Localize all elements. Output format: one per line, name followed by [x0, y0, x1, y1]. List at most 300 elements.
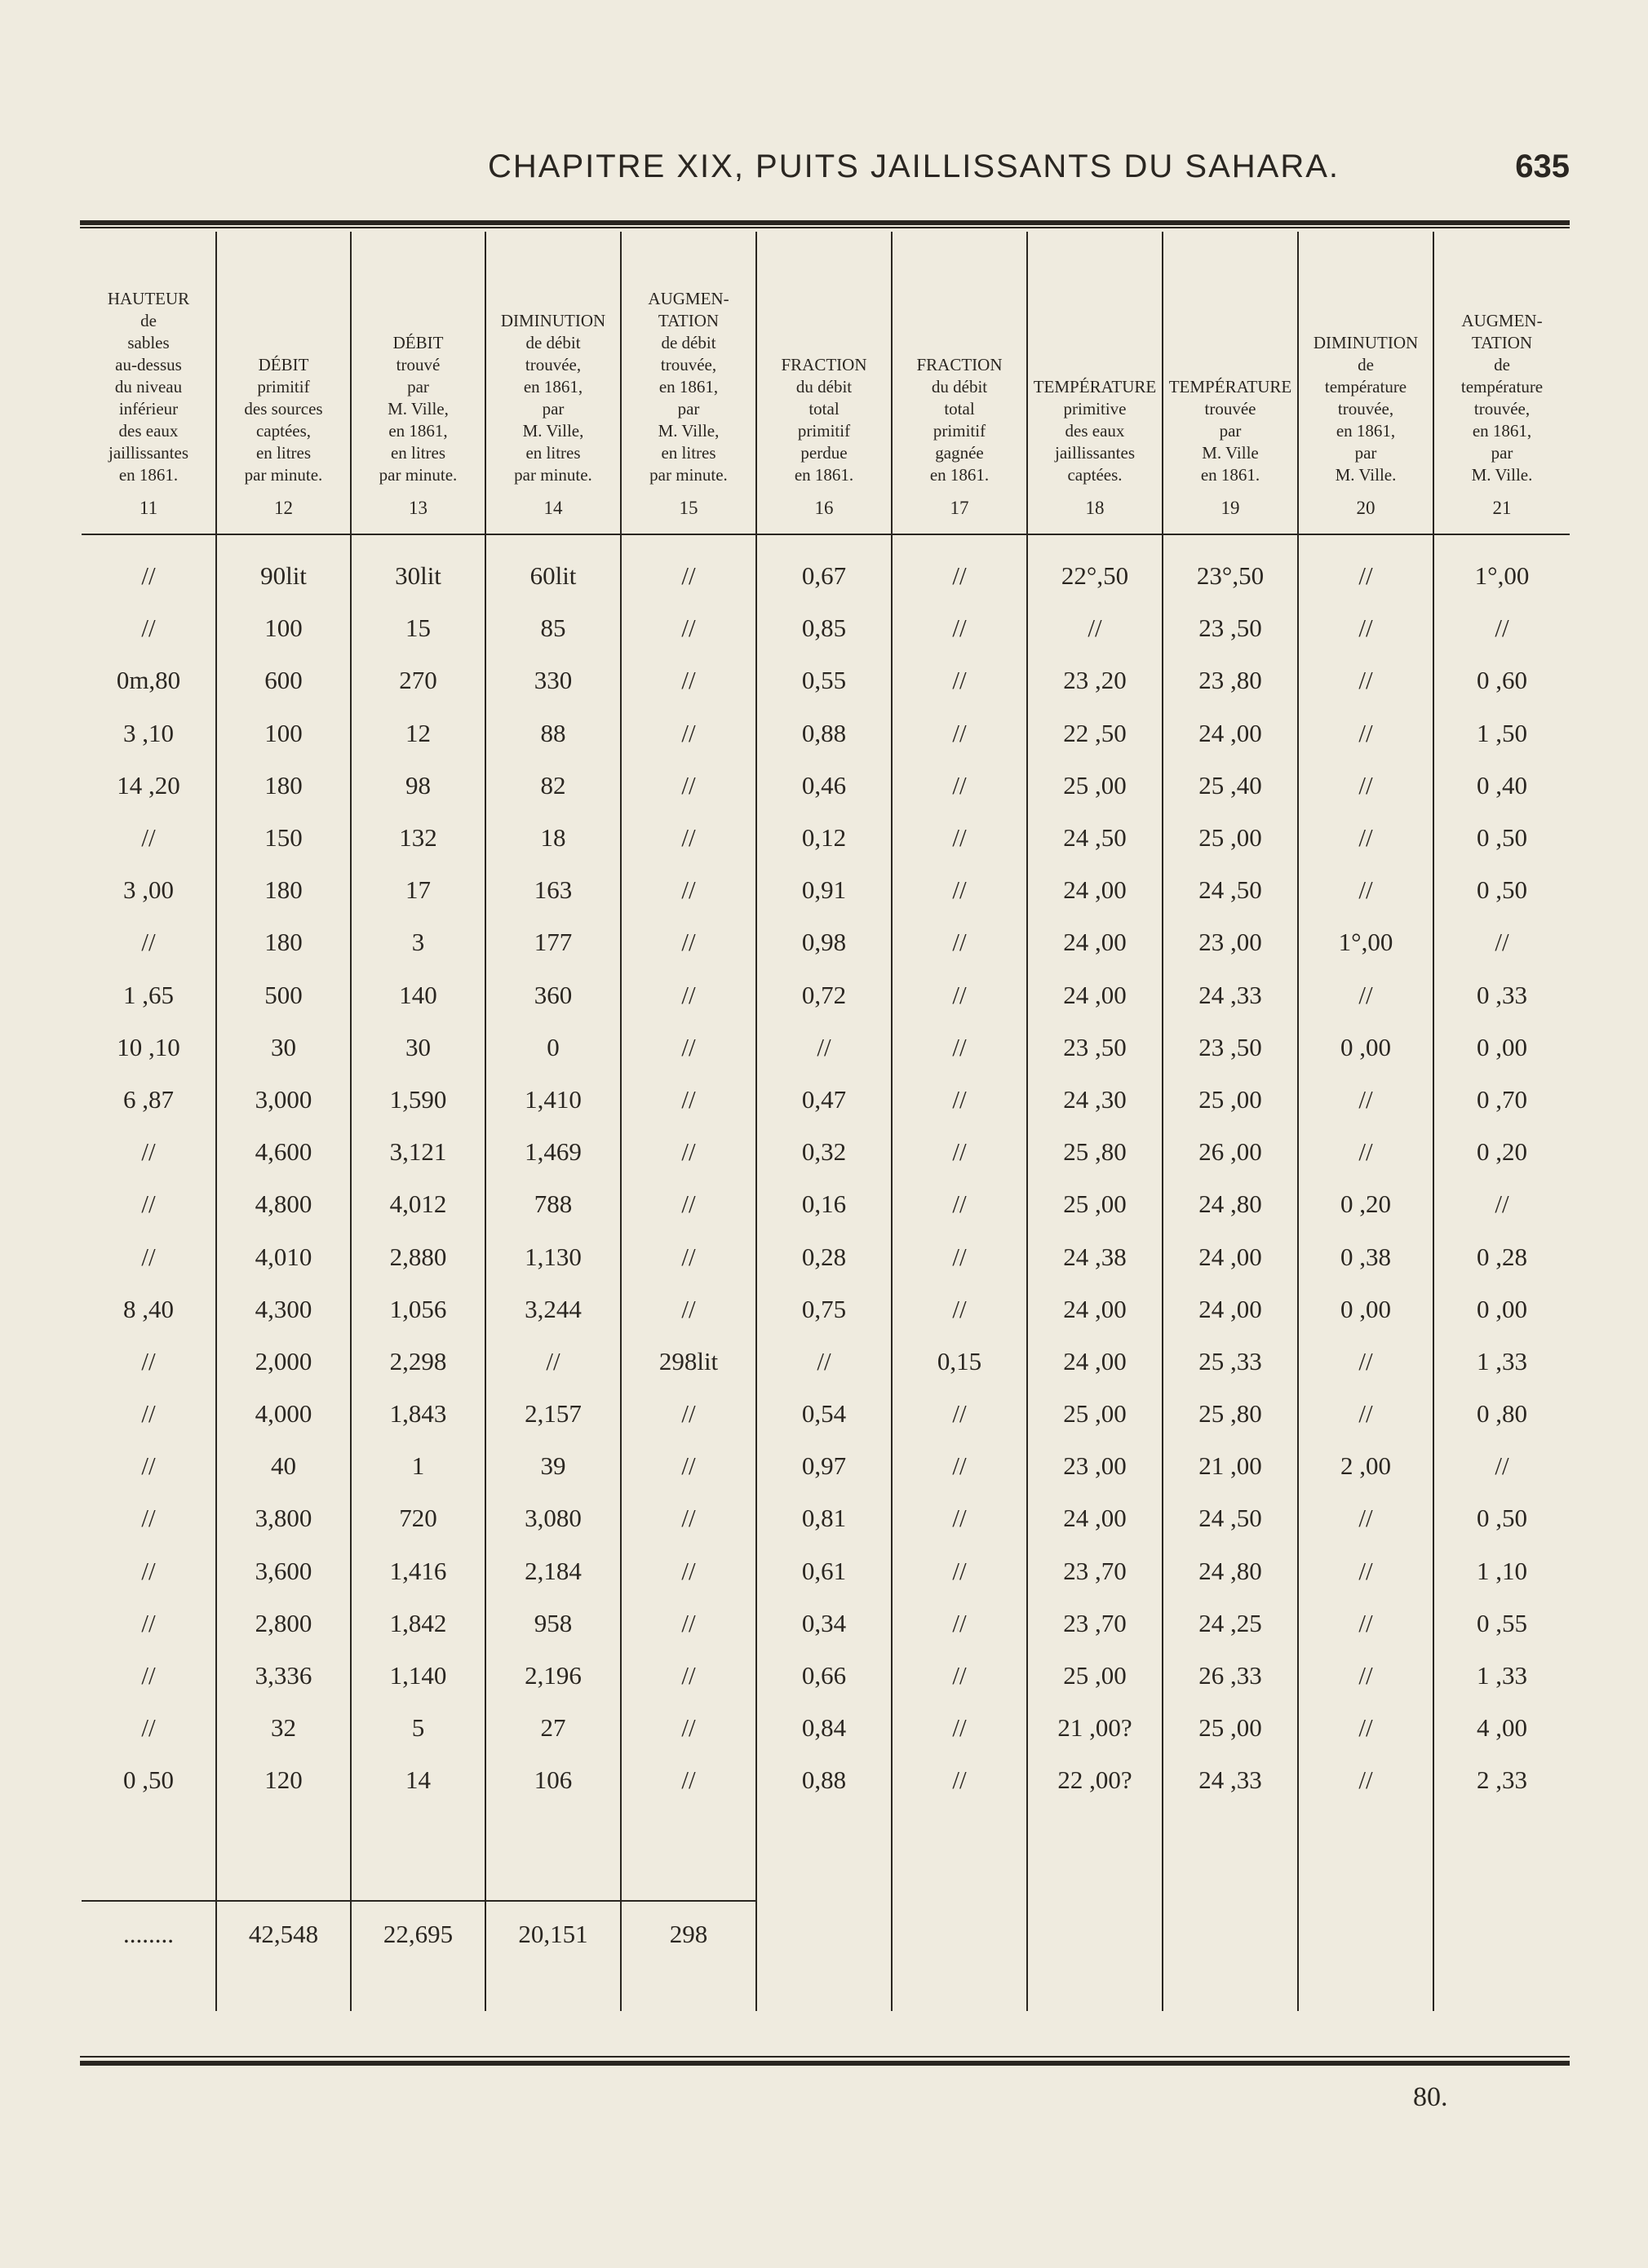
table-cell: // [1298, 602, 1433, 654]
table-cell: 2 ,00 [1298, 1440, 1433, 1492]
table-cell: 23 ,70 [1027, 1545, 1163, 1597]
table-row [82, 812, 1570, 864]
table-cell: // [621, 1126, 756, 1178]
table-cell: // [892, 1388, 1027, 1440]
table-cell: 24 ,00 [1027, 969, 1163, 1021]
table-cell: // [1298, 864, 1433, 916]
table-cell: // [621, 969, 756, 1021]
table-cell: 0,88 [756, 1754, 892, 1806]
table-cell: 0,47 [756, 1074, 892, 1126]
table-cell: // [621, 707, 756, 760]
table-cell: 24 ,33 [1163, 1754, 1298, 1806]
table-cell: 2 ,33 [1433, 1754, 1570, 1806]
table-cell: // [485, 1336, 621, 1388]
table-cell: // [621, 1440, 756, 1492]
table-cell: // [1433, 1178, 1570, 1230]
table-cell: // [892, 1074, 1027, 1126]
table-cell: 1,140 [351, 1650, 485, 1702]
table-cell: 100 [216, 602, 351, 654]
table-cell: // [892, 969, 1027, 1021]
table-row [82, 1388, 1570, 1440]
table-cell: 1°,00 [1433, 550, 1570, 602]
empty-cell [756, 1901, 892, 2011]
table-cell: 6 ,87 [123, 1084, 174, 1114]
table-cell: // [1298, 1650, 1433, 1702]
table-cell: // [621, 550, 756, 602]
table-cell: 88 [485, 707, 621, 760]
table-cell: 24 ,00 [1163, 1283, 1298, 1336]
table-cell: 27 [485, 1702, 621, 1754]
table-cell: // [1433, 916, 1570, 968]
table-cell: 0,97 [756, 1440, 892, 1492]
table-cell: 4,010 [216, 1230, 351, 1282]
table-cell: // [1298, 1545, 1433, 1597]
column-header: DÉBIT trouvé par M. Ville, en 1861, en litres par minute. 13 [351, 232, 485, 534]
header-row [82, 232, 1570, 534]
table-cell: 0 ,80 [1433, 1388, 1570, 1440]
table-cell: // [621, 1754, 756, 1806]
total-cell: 20,151 [485, 1901, 621, 2011]
table-row [82, 1492, 1570, 1544]
table-cell: 0,28 [756, 1230, 892, 1282]
table-cell: 30 [216, 1021, 351, 1074]
table-row [82, 1597, 1570, 1650]
table-cell: 5 [351, 1702, 485, 1754]
table-cell: 0 ,70 [1433, 1074, 1570, 1126]
table-cell: 298lit [621, 1336, 756, 1388]
bottom-rule [80, 2061, 1570, 2066]
table-cell: 2,298 [351, 1336, 485, 1388]
top-rule [80, 220, 1570, 225]
table-cell: 0 ,28 [1433, 1230, 1570, 1282]
table-cell: 600 [216, 654, 351, 707]
table-cell: 3,000 [216, 1074, 351, 1126]
table-cell: 1 ,33 [1433, 1650, 1570, 1702]
column-header: DÉBIT primitif des sources captées, en litres par minute. 12 [216, 232, 351, 534]
table-cell: 17 [351, 864, 485, 916]
table-cell: 3,121 [351, 1126, 485, 1178]
table-cell: 21 ,00? [1027, 1702, 1163, 1754]
table-row [82, 969, 1570, 1021]
table-cell: 23°,50 [1163, 550, 1298, 602]
table-cell: // [621, 812, 756, 864]
table-cell: 4,000 [216, 1388, 351, 1440]
table-cell: 25 ,00 [1027, 1388, 1163, 1440]
table-cell: // [756, 1021, 892, 1074]
table-cell: 2,196 [485, 1650, 621, 1702]
table-cell: 0,88 [756, 707, 892, 760]
table-cell: 0,34 [756, 1597, 892, 1650]
table-cell: // [621, 602, 756, 654]
column-header: DIMINUTION de température trouvée, en 1861, par M. Ville. 20 [1298, 232, 1433, 534]
table-cell: // [892, 1230, 1027, 1282]
table-cell: 24 ,80 [1163, 1178, 1298, 1230]
table-cell: // [621, 760, 756, 812]
table-cell: 21 ,00 [1163, 1440, 1298, 1492]
table-cell: 26 ,33 [1163, 1650, 1298, 1702]
table-cell: 270 [351, 654, 485, 707]
table-cell: 1,469 [485, 1126, 621, 1178]
table-cell: 60lit [485, 550, 621, 602]
table-cell: 4 ,00 [1433, 1702, 1570, 1754]
table-cell: 1,410 [485, 1074, 621, 1126]
table-cell: 24 ,50 [1163, 864, 1298, 916]
empty-cell [1163, 1901, 1298, 2011]
table-cell: 23 ,20 [1027, 654, 1163, 707]
column-header: AUGMEN- TATION de débit trouvée, en 1861, par M. Ville, en litres par minute. 15 [621, 232, 756, 534]
table-cell: // [892, 602, 1027, 654]
table-cell: 0,32 [756, 1126, 892, 1178]
table-cell: // [1027, 602, 1163, 654]
table-row [82, 1126, 1570, 1178]
table-cell: 1,842 [351, 1597, 485, 1650]
table-row [82, 654, 1570, 707]
table-cell: 0 [485, 1021, 621, 1074]
table-cell: 0,72 [756, 969, 892, 1021]
table-cell: // [756, 1336, 892, 1388]
table-cell: 0 ,00 [1433, 1283, 1570, 1336]
total-cell: 298 [621, 1901, 756, 2011]
table-cell: 30 [351, 1021, 485, 1074]
table-cell: // [141, 1399, 156, 1429]
table-cell: // [141, 1608, 156, 1637]
table-cell: 23 ,50 [1027, 1021, 1163, 1074]
table-cell: 1,843 [351, 1388, 485, 1440]
column-header: DIMINUTION de débit trouvée, en 1861, par M. Ville, en litres par minute. 14 [485, 232, 621, 534]
table-cell: 24 ,00 [1163, 1230, 1298, 1282]
table-row [82, 864, 1570, 916]
table-cell: 0 ,55 [1433, 1597, 1570, 1650]
table-cell: 23 ,70 [1027, 1597, 1163, 1650]
column-header: TEMPÉRATURE primitive des eaux jaillissantes captées. 18 [1027, 232, 1163, 534]
table-cell: // [141, 1504, 156, 1533]
table-cell: 24 ,00 [1027, 864, 1163, 916]
table-row [82, 1021, 1570, 1074]
table-cell: 25 ,40 [1163, 760, 1298, 812]
total-cell: 22,695 [351, 1901, 485, 2011]
table-row [82, 1230, 1570, 1282]
table-cell: // [1433, 602, 1570, 654]
table-cell: 22 ,00? [1027, 1754, 1163, 1806]
table-cell: 180 [216, 864, 351, 916]
table-cell: 0 ,50 [1433, 1492, 1570, 1544]
table-cell: 4,600 [216, 1126, 351, 1178]
table-cell: // [621, 916, 756, 968]
table-cell: 163 [485, 864, 621, 916]
table-cell: 177 [485, 916, 621, 968]
table-cell: 4,012 [351, 1178, 485, 1230]
table-cell: 25 ,80 [1027, 1126, 1163, 1178]
table-cell: 0m,80 [116, 666, 181, 695]
table-cell: 1 ,50 [1433, 707, 1570, 760]
table-cell: 1 ,10 [1433, 1545, 1570, 1597]
table-cell: // [892, 760, 1027, 812]
table-row [82, 1178, 1570, 1230]
table-cell: 3,244 [485, 1283, 621, 1336]
table-cell: // [892, 550, 1027, 602]
table-cell: 39 [485, 1440, 621, 1492]
table-cell: 360 [485, 969, 621, 1021]
table-cell: 32 [216, 1702, 351, 1754]
table-cell: // [1298, 1074, 1433, 1126]
table-cell: // [892, 864, 1027, 916]
table-cell: 0 ,50 [123, 1765, 174, 1795]
table-cell: 2,157 [485, 1388, 621, 1440]
table-cell: 25 ,00 [1027, 760, 1163, 812]
table-cell: 180 [216, 916, 351, 968]
table-cell: 24 ,00 [1027, 1336, 1163, 1388]
wells-table [82, 232, 1570, 2011]
table-cell: 0,75 [756, 1283, 892, 1336]
table-cell: 3,080 [485, 1492, 621, 1544]
table-cell: 1,056 [351, 1283, 485, 1336]
table-cell: 3,600 [216, 1545, 351, 1597]
table-cell: 25 ,00 [1027, 1178, 1163, 1230]
table-cell: 0 ,50 [1433, 864, 1570, 916]
table-cell: 30lit [351, 550, 485, 602]
table-row [82, 602, 1570, 654]
table-cell: // [621, 864, 756, 916]
table-cell: 0,98 [756, 916, 892, 968]
table-cell: 0 ,60 [1433, 654, 1570, 707]
table-cell: 24 ,80 [1163, 1545, 1298, 1597]
table-cell: 4,800 [216, 1178, 351, 1230]
table-cell: 0 ,40 [1433, 760, 1570, 812]
table-cell: 98 [351, 760, 485, 812]
table-cell: // [892, 1545, 1027, 1597]
running-header [488, 148, 1570, 197]
table-cell: 100 [216, 707, 351, 760]
table-cell: 0,15 [892, 1336, 1027, 1388]
table-cell: // [621, 1388, 756, 1440]
signature-mark: 80. [1413, 2082, 1448, 2112]
chapter-title: CHAPITRE XIX, PUITS JAILLISSANTS DU SAHARA. [488, 148, 1340, 184]
table-cell: 0,61 [756, 1545, 892, 1597]
table-cell: // [892, 1021, 1027, 1074]
total-cell: 42,548 [216, 1901, 351, 2011]
column-header: TEMPÉRATURE trouvée par M. Ville en 1861. 19 [1163, 232, 1298, 534]
page-number: 635 [1515, 148, 1570, 184]
table-cell: // [1298, 1388, 1433, 1440]
table-cell: // [892, 654, 1027, 707]
table-cell: // [621, 1545, 756, 1597]
table-cell: 132 [351, 812, 485, 864]
table-cell: 0,55 [756, 654, 892, 707]
table-cell: 15 [351, 602, 485, 654]
table-cell: 0,54 [756, 1388, 892, 1440]
empty-cell [1027, 1901, 1163, 2011]
table-cell: // [892, 1126, 1027, 1178]
table-cell: 0 ,00 [1298, 1283, 1433, 1336]
table-cell: // [621, 1074, 756, 1126]
table-cell: // [141, 1137, 156, 1167]
bottom-rule-inner [80, 2056, 1570, 2058]
table-cell: 0,91 [756, 864, 892, 916]
table-cell: 720 [351, 1492, 485, 1544]
table-cell: // [621, 1650, 756, 1702]
table-cell: // [892, 1702, 1027, 1754]
table-cell: 1°,00 [1298, 916, 1433, 968]
totals-row [82, 1901, 1570, 2011]
table-cell: 26 ,00 [1163, 1126, 1298, 1178]
table-row [82, 1545, 1570, 1597]
table-cell: 23 ,80 [1163, 654, 1298, 707]
table-cell: // [141, 1713, 156, 1743]
table-cell: // [1298, 760, 1433, 812]
column-header: HAUTEUR de sables au-dessus du niveau inférieur des eaux jaillissantes en 1861. 11 [82, 232, 216, 534]
table-cell: 2,000 [216, 1336, 351, 1388]
table-cell: 0,84 [756, 1702, 892, 1754]
table-cell: // [141, 1242, 156, 1271]
table-row [82, 760, 1570, 812]
table-cell: // [141, 1346, 156, 1375]
table-row [82, 1754, 1570, 1806]
table-cell: 140 [351, 969, 485, 1021]
empty-cell [892, 1901, 1027, 2011]
table-cell: 24 ,50 [1163, 1492, 1298, 1544]
data-table-wrapper [82, 232, 1570, 2011]
table-cell: // [141, 1556, 156, 1585]
table-cell: 23 ,00 [1163, 916, 1298, 968]
table-cell: 23 ,50 [1163, 602, 1298, 654]
table-cell: 0,66 [756, 1650, 892, 1702]
table-cell: 24 ,38 [1027, 1230, 1163, 1282]
top-rule-inner [80, 227, 1570, 228]
table-cell: 958 [485, 1597, 621, 1650]
table-cell: // [892, 1597, 1027, 1650]
table-row [82, 1702, 1570, 1754]
table-cell: 24 ,00 [1027, 1492, 1163, 1544]
table-cell: 25 ,00 [1027, 1650, 1163, 1702]
empty-cell [1298, 1901, 1433, 2011]
table-cell: // [621, 1492, 756, 1544]
table-cell: 25 ,00 [1163, 812, 1298, 864]
table-cell: // [892, 1440, 1027, 1492]
table-cell: 24 ,50 [1027, 812, 1163, 864]
table-cell: 500 [216, 969, 351, 1021]
table-cell: // [141, 614, 156, 643]
table-cell: // [892, 1650, 1027, 1702]
table-cell: // [141, 928, 156, 957]
table-cell: // [892, 707, 1027, 760]
table-cell: // [621, 1283, 756, 1336]
table-cell: 24 ,30 [1027, 1074, 1163, 1126]
table-cell: 23 ,00 [1027, 1440, 1163, 1492]
table-cell: // [1298, 654, 1433, 707]
table-cell: 90lit [216, 550, 351, 602]
table-row [82, 1336, 1570, 1388]
table-cell: // [1298, 812, 1433, 864]
table-cell: // [141, 823, 156, 853]
table-row [82, 1074, 1570, 1126]
table-cell: 788 [485, 1178, 621, 1230]
table-cell: 24 ,00 [1027, 1283, 1163, 1336]
table-cell: 3,336 [216, 1650, 351, 1702]
table-cell: 106 [485, 1754, 621, 1806]
table-cell: 40 [216, 1440, 351, 1492]
table-cell: // [1433, 1440, 1570, 1492]
table-cell: 1 ,33 [1433, 1336, 1570, 1388]
table-cell: 0,85 [756, 602, 892, 654]
table-cell: 14 [351, 1754, 485, 1806]
table-cell: // [141, 561, 156, 591]
table-cell: 2,800 [216, 1597, 351, 1650]
table-cell: 25 ,00 [1163, 1074, 1298, 1126]
table-cell: // [621, 1178, 756, 1230]
total-cell: ........ [82, 1901, 216, 2011]
table-cell: 82 [485, 760, 621, 812]
table-cell: 0,12 [756, 812, 892, 864]
table-cell: // [1298, 969, 1433, 1021]
table-cell: 1,590 [351, 1074, 485, 1126]
table-cell: 0 ,50 [1433, 812, 1570, 864]
table-cell: 10 ,10 [117, 1032, 180, 1061]
table-cell: // [892, 1283, 1027, 1336]
table-cell: // [892, 1492, 1027, 1544]
table-cell: 0 ,00 [1298, 1021, 1433, 1074]
table-cell: 1 [351, 1440, 485, 1492]
table-cell: // [621, 1230, 756, 1282]
table-cell: 2,184 [485, 1545, 621, 1597]
table-cell: // [892, 812, 1027, 864]
table-cell: 0,16 [756, 1178, 892, 1230]
table-cell: 14 ,20 [117, 770, 180, 800]
table-cell: 3,800 [216, 1492, 351, 1544]
table-row [82, 1440, 1570, 1492]
table-cell: 3 ,00 [123, 875, 174, 905]
table-cell: 0,67 [756, 550, 892, 602]
table-row [82, 550, 1570, 602]
table-cell: 3 [351, 916, 485, 968]
table-cell: 12 [351, 707, 485, 760]
table-cell: 25 ,33 [1163, 1336, 1298, 1388]
column-header: FRACTION du débit total primitif perdue en 1861. 16 [756, 232, 892, 534]
table-cell: 1,130 [485, 1230, 621, 1282]
table-cell: // [1298, 1702, 1433, 1754]
table-cell: 1 ,65 [123, 980, 174, 1009]
table-cell: 180 [216, 760, 351, 812]
table-cell: // [892, 916, 1027, 968]
table-cell: 0 ,20 [1298, 1178, 1433, 1230]
table-cell: // [1298, 1492, 1433, 1544]
table-cell: 22 ,50 [1027, 707, 1163, 760]
column-header: AUGMEN- TATION de température trouvée, en 1861, par M. Ville. 21 [1433, 232, 1570, 534]
table-cell: 18 [485, 812, 621, 864]
table-cell: 1,416 [351, 1545, 485, 1597]
table-cell: 22°,50 [1027, 550, 1163, 602]
table-cell: 8 ,40 [123, 1294, 174, 1323]
table-row [82, 1650, 1570, 1702]
table-cell: 0,81 [756, 1492, 892, 1544]
table-cell: 0 ,38 [1298, 1230, 1433, 1282]
table-cell: // [141, 1189, 156, 1219]
table-cell: 120 [216, 1754, 351, 1806]
table-cell: // [1298, 550, 1433, 602]
empty-cell [1433, 1901, 1570, 2011]
table-cell: // [1298, 1597, 1433, 1650]
table-cell: 2,880 [351, 1230, 485, 1282]
table-cell: 23 ,50 [1163, 1021, 1298, 1074]
table-cell: // [621, 1597, 756, 1650]
table-cell: 24 ,00 [1027, 916, 1163, 968]
table-cell: 150 [216, 812, 351, 864]
column-header: FRACTION du débit total primitif gagnée en 1861. 17 [892, 232, 1027, 534]
table-cell: 24 ,00 [1163, 707, 1298, 760]
table-row [82, 916, 1570, 968]
table-cell: // [621, 1702, 756, 1754]
table-cell: 330 [485, 654, 621, 707]
table-cell: // [141, 1451, 156, 1481]
